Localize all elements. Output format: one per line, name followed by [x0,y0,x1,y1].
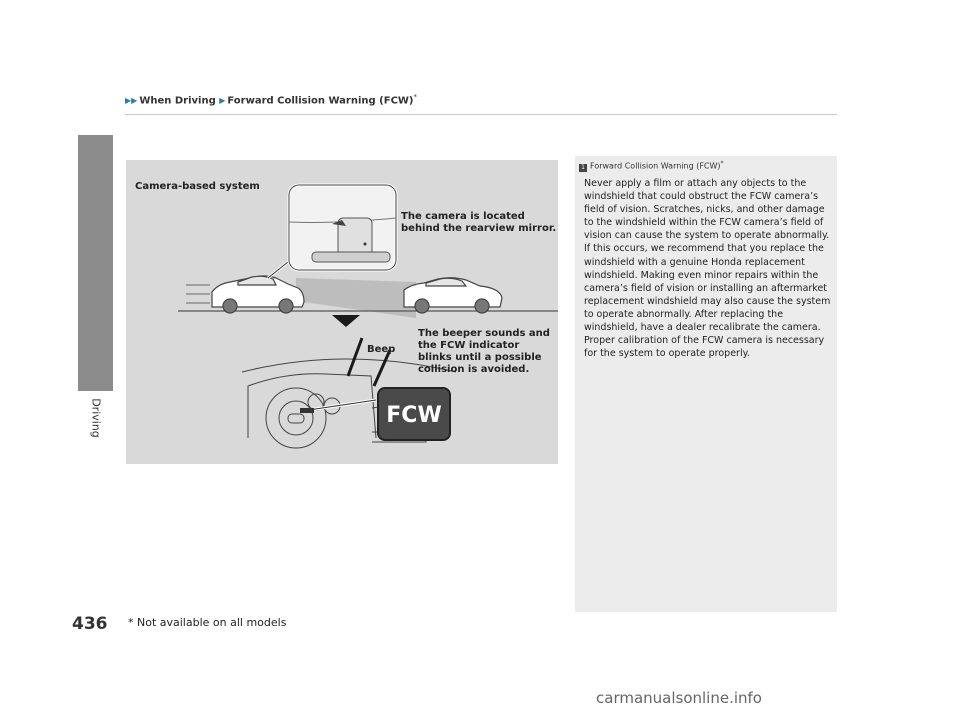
camera-location-callout: The camera is located behind the rearview mirror. [401,211,557,234]
breadcrumb-item-fcw[interactable]: Forward Collision Warning (FCW) [227,95,414,107]
vehicle-ahead [404,278,502,313]
note-heading-text: Forward Collision Warning (FCW) [590,161,721,171]
chapter-tab-label: Driving [89,398,103,438]
note-body: Never apply a film or attach any objects to the windshield that could obstruct the FCW camera’s field of vision. Scratches, nicks, and other damage to the windshield within the FCW camera’s field of vision can cause the system to operate abnormally. If this occurs, we recommend that you replace the windshield with a genuine Honda replacement windshield. Making even minor repairs within the camera’s field of vision or installing an aftermarket replacement windshield may also cause the system to operate abnormally. After replacing the windshield, have a dealer recalibrate the camera. Proper calibration of the FCW camera is necessary for the system to operate properly. [584,178,831,360]
dash-indicator-light [300,408,314,413]
side-note [575,156,837,612]
down-arrow-icon [332,315,360,327]
chapter-tab[interactable] [78,135,113,391]
availability-star: * [413,93,418,101]
breadcrumb-arrow-icon: ▶ [219,96,226,106]
camera-beam [296,278,416,318]
beeper-callout-post: indicator blinks until a possible collision is avoided. [418,340,542,375]
speed-lines [186,285,210,303]
beep-line [348,338,362,376]
camera-system-title: Camera-based system [135,181,260,192]
note-marker-icon: 1 [579,164,587,172]
header-divider [125,114,837,115]
breadcrumb [125,93,417,106]
beeper-callout-pre: The beeper sounds and the [418,328,550,351]
breadcrumb-item-when-driving[interactable]: When Driving [139,95,216,107]
page-number: 436 [72,614,108,634]
note-heading [579,160,724,172]
footnote: * Not available on all models [128,616,287,629]
beeper-callout-fcw: FCW [440,340,466,351]
note-availability-star: * [720,160,724,167]
own-car [212,276,304,313]
beeper-callout [418,328,554,376]
fcw-indicator-icon [378,388,450,440]
watermark[interactable]: carmanualsonline.info [596,689,762,707]
mirror-inset [289,185,396,270]
fcw-indicator-label: FCW [386,403,442,428]
beep-label: Beep [367,344,396,355]
fcw-diagram [126,160,558,464]
breadcrumb-arrow-icon: ▶▶ [125,96,138,106]
fcw-illustration [126,160,558,464]
